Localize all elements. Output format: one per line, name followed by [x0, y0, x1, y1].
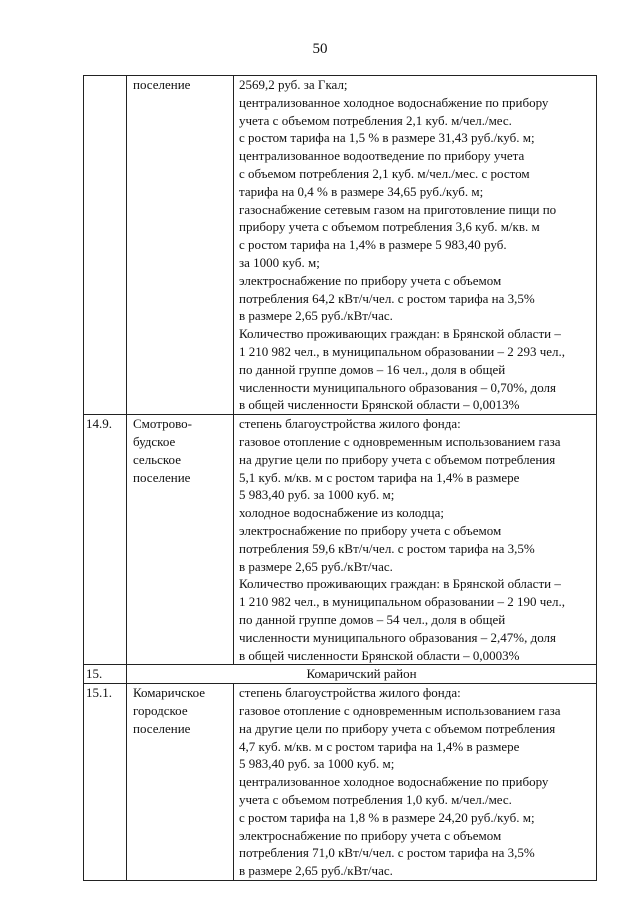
description-line: в размере 2,65 руб./кВт/час. [239, 558, 393, 574]
description-line: электроснабжение по прибору учета с объемом [239, 827, 502, 843]
municipality-name-line: поселение [133, 77, 191, 92]
description-line: учета с объемом потребления 2,1 куб. м/чел./мес. [239, 112, 512, 128]
description-line: электроснабжение по прибору учета с объемом [239, 272, 502, 288]
description-line: 4,7 куб. м/кв. м с ростом тарифа на 1,4% в размере [239, 738, 520, 754]
description-line: потребления 59,6 кВт/ч/чел. с ростом тарифа на 3,5% [239, 540, 535, 556]
table-row [84, 684, 597, 881]
description-line: степень благоустройства жилого фонда: [239, 416, 461, 432]
municipality-cell [127, 684, 234, 881]
description-cell [234, 684, 597, 881]
row-number-cell [84, 415, 127, 665]
municipality-cell [127, 415, 234, 665]
description-line: 5 983,40 руб. за 1000 куб. м; [239, 487, 395, 503]
description-line: газоснабжение сетевым газом на приготовление пищи по [239, 201, 557, 217]
tariff-table [83, 75, 597, 881]
row-number: 15.1. [86, 685, 112, 701]
description-line: газовое отопление с одновременным использованием газа [239, 703, 561, 719]
description-line: численности муниципального образования – 0,70%, доля [239, 379, 557, 395]
description-cell [234, 76, 597, 415]
table-row [84, 76, 597, 415]
table-row [84, 415, 597, 665]
description-line: с ростом тарифа на 1,4% в размере 5 983,40 руб. [239, 237, 507, 253]
municipality-name-line: поселение [133, 720, 191, 736]
region-title-cell [127, 665, 597, 684]
row-number: 14.9. [86, 416, 112, 432]
description-line: потребления 71,0 кВт/ч/чел. с ростом тарифа на 3,5% [239, 845, 535, 861]
row-number-cell [84, 76, 127, 415]
description-line: по данной группе домов – 54 чел., доля в общей [239, 611, 506, 627]
municipality-name-line: Смотрово- [133, 416, 192, 432]
row-number-cell [84, 684, 127, 881]
description-line: 5 983,40 руб. за 1000 куб. м; [239, 756, 395, 772]
description-line: с ростом тарифа на 1,5 % в размере 31,43 руб./куб. м; [239, 130, 535, 146]
municipality-name-line: Комаричское [133, 685, 206, 701]
region-number-cell [84, 665, 127, 684]
description-line: тарифа на 0,4 % в размере 34,65 руб./куб. м; [239, 183, 484, 199]
municipality-name-line: сельское [133, 451, 181, 467]
description-line: учета с объемом потребления 1,0 куб. м/чел./мес. [239, 792, 512, 808]
description-line: газовое отопление с одновременным использованием газа [239, 433, 561, 449]
description-line: потребления 64,2 кВт/ч/чел. с ростом тарифа на 3,5% [239, 290, 535, 306]
description-line: в размере 2,65 руб./кВт/час. [239, 863, 393, 879]
region-number: 15. [86, 666, 103, 682]
description-line: централизованное холодное водоснабжение по прибору [239, 774, 549, 790]
description-cell [234, 415, 597, 665]
description-line: численности муниципального образования – 2,47%, доля [239, 629, 557, 645]
description-line: в общей численности Брянской области – 0,0013% [239, 397, 520, 413]
description-line: за 1000 куб. м; [239, 254, 320, 270]
description-line: в общей численности Брянской области – 0,0003% [239, 647, 520, 663]
description-line: 2569,2 руб. за Гкал; [239, 77, 348, 92]
description-line: по данной группе домов – 16 чел., доля в общей [239, 361, 506, 377]
description-line: холодное водоснабжение из колодца; [239, 505, 445, 521]
description-line: прибору учета с объемом потребления 3,6 куб. м/кв. м [239, 219, 540, 235]
region-title: Комаричский район [306, 666, 417, 682]
municipality-name-line: поселение [133, 469, 191, 485]
description-line: на другие цели по прибору учета с объемом потребления [239, 720, 556, 736]
description-line: Количество проживающих граждан: в Брянской области – [239, 576, 561, 592]
page-number: 50 [312, 41, 328, 57]
description-line: 1 210 982 чел., в муниципальном образовании – 2 293 чел., [239, 343, 566, 359]
description-line: в размере 2,65 руб./кВт/час. [239, 308, 393, 324]
description-line: степень благоустройства жилого фонда: [239, 685, 461, 701]
description-line: с ростом тарифа на 1,8 % в размере 24,20 руб./куб. м; [239, 809, 535, 825]
description-line: электроснабжение по прибору учета с объемом [239, 522, 502, 538]
region-row [84, 665, 597, 684]
description-line: с объемом потребления 2,1 куб. м/чел./мес. с ростом [239, 165, 530, 181]
description-line: 5,1 куб. м/кв. м с ростом тарифа на 1,4% в размере [239, 469, 520, 485]
description-line: Количество проживающих граждан: в Брянской области – [239, 326, 561, 342]
description-line: централизованное водоотведение по прибору учета [239, 148, 525, 164]
description-line: на другие цели по прибору учета с объемом потребления [239, 451, 556, 467]
municipality-cell [127, 76, 234, 415]
description-line: 1 210 982 чел., в муниципальном образовании – 2 190 чел., [239, 594, 566, 610]
municipality-name-line: будское [133, 433, 176, 449]
description-line: централизованное холодное водоснабжение по прибору [239, 94, 549, 110]
municipality-name-line: городское [133, 703, 188, 719]
